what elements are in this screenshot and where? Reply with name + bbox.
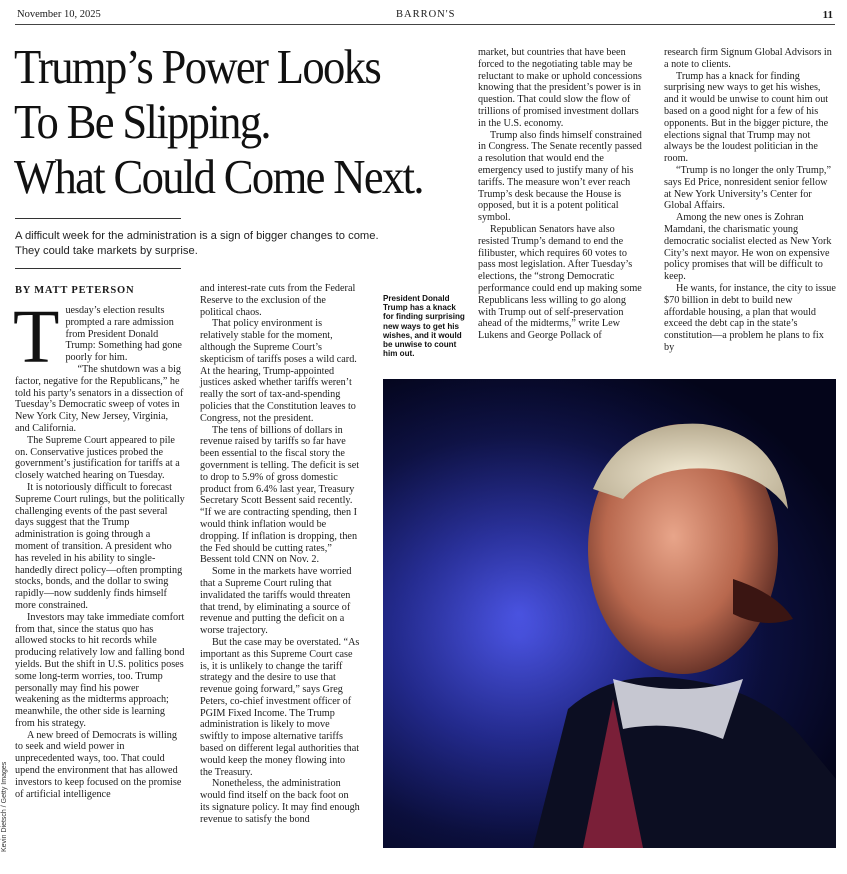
paragraph: and interest-rate cuts from the Federal Reserve to the exclusion of the political chaos. (200, 283, 356, 318)
paragraph: That policy environment is relatively stable for the moment, although the Supreme Court’s skepticism of tariffs poses a wild card. At the hearing, Trump-appointed justices asked whether tariffs weren’t really the sort of tax-and-spending policies that the Constitution leaves to Congress, not the president. (200, 318, 357, 424)
article-column-4 (664, 47, 836, 354)
paragraph: Republican Senators have also resisted Trump’s demand to end the filibuster, which requires 60 votes to pass most legislation. After Tuesday’s elections, the “strong Democratic performance could end up making some Republicans less willing to go along with Trump out of self-preservation ahead of the midterms,” write Lew Lukens and George Pollack of (478, 223, 642, 342)
publication-name: BARRON'S (396, 9, 456, 20)
paragraph: market, but countries that have been forced to the negotiating table may be reluctant to make or uphold concessions knowing that the president’s power is in question. That could slow the flow of trillions of promised investment dollars in the U.S. economy. (478, 47, 642, 129)
speaker-silhouette (383, 379, 836, 848)
paragraph: The Supreme Court appeared to pile on. Conservative justices probed the government’s justification for tariffs at a closely watched hearing on Tuesday. (15, 434, 180, 482)
byline: BY MATT PETERSON (15, 285, 135, 296)
drop-cap: T (13, 295, 60, 379)
headline-line: Trump’s Power Looks (14, 41, 381, 94)
paragraph: Some in the markets have worried that a Supreme Court ruling that invalidated the tariffs would threaten that trend, by eliminating a source of revenue and putting the deficit on a worse trajectory. (200, 566, 352, 637)
page-date: November 10, 2025 (17, 9, 101, 20)
paragraph: He wants, for instance, the city to issue $70 billion in debt to build new affordable housing, a plan that would exceed the debt cap in the state’s constitution—a problem he plans to fix by (664, 282, 836, 353)
article-column-2 (200, 283, 360, 826)
paragraph: The tens of billions of dollars in revenue raised by tariffs so far have been essential to the fiscal story the government is telling. The deficit is set to drop to 5.9% of gross domestic product from 6.4% last year, Treasury Secretary Scott Bessent said recently. “If we are contracting spending, then I would think inflation would be dropping. If inflation is dropping, then the Fed should be cutting rates,” Bessent told CNN on Nov. 2. (200, 424, 360, 566)
paragraph: “The shutdown was a big factor, negative for the Republicans,” he told his party’s senators in a dissection of Tuesday’s Democratic sweep of votes in New York City, New Jersey, Virginia, and California. (15, 363, 184, 434)
paragraph: Tuesday’s election results prompted a rare admission from President Donald Trump: Something had gone poorly for him. (13, 295, 182, 379)
paragraph: research firm Signum Global Advisors in a note to clients. (664, 47, 832, 70)
paragraph: But the case may be overstated. “As important as this Supreme Court case is, it is unlikely to change the tariff strategy and the desire to use that revenue going forward,” says Greg Peters, co-chief investment officer of PGIM Fixed Income. The Trump administration is likely to move swiftly to impose alternative tariffs based on different legal authorities that would keep the money flowing into the Treasury. (200, 636, 360, 778)
paragraph: “Trump is no longer the only Trump,” says Ed Price, nonresident senior fellow at New York University’s Center for Global Affairs. (664, 164, 831, 212)
article-photo (383, 379, 836, 848)
paragraph: Investors may take immediate comfort from that, since the status quo has allowed stocks to hit records while producing relatively low and falling bond yields. But the shift in U.S. politics poses some long-term worries, too. Trump personally may find his power weakening as the midterms approach; meanwhile, the other side is learning from his strategy. (15, 611, 185, 729)
headline (14, 40, 446, 205)
deck-rule-top (15, 218, 181, 219)
article-column-1 (13, 295, 185, 800)
header-rule (15, 24, 835, 25)
paragraph: Trump has a knack for finding surprising new ways to get his wishes, and it would be unwise to count him out based on a good night for a few of his opponents. But in the bigger picture, the elections signal that Trump may not always be the loudest politician in the room. (664, 70, 829, 165)
paragraph: Among the new ones is Zohran Mamdani, the charismatic young democratic socialist elected as New York City’s next mayor. He won on expensive policy promises that will be difficult to keep. (664, 212, 832, 283)
article-column-3 (478, 47, 642, 342)
paragraph: Trump also finds himself constrained in Congress. The Senate recently passed a resolution that would end the emergency used to justify many of his tariffs. The measure won’t ever reach Trump’s desk because the House is opposed, but it is a potent political symbol. (478, 129, 642, 224)
photo-credit: Kevin Dietsch / Getty Images (1, 761, 8, 852)
paragraph: A new breed of Democrats is willing to seek and wield power in unprecedented ways, too. That could upend the environment that has allowed investors to keep focused on the promise of artificial intelligence (15, 729, 182, 800)
paragraph: It is notoriously difficult to forecast Supreme Court rulings, but the politically challenging events of the past several days suggest that the Trump administration is going through a moment of transition. A president who has reveled in his ability to single-handedly direct policy—often prompting stocks, bonds, and the dollar to swing rapidly—now suddenly finds himself more constrained. (15, 481, 185, 611)
paragraph: Nonetheless, the administration would find itself on the back foot on its signature policy. It may find enough revenue to satisfy the bond (200, 778, 360, 825)
deck-rule-bottom (15, 268, 181, 269)
headline-line: To Be Slipping. (14, 96, 270, 149)
photo-caption: President Donald Trump has a knack for finding surprising new ways to get his wishes, and it would be unwise to count him out. (383, 294, 465, 359)
headline-line: What Could Come Next. (14, 151, 423, 204)
page-number: 11 (822, 9, 833, 21)
deck: A difficult week for the administration is a sign of bigger changes to come. They could take markets by surprise. (15, 230, 379, 257)
